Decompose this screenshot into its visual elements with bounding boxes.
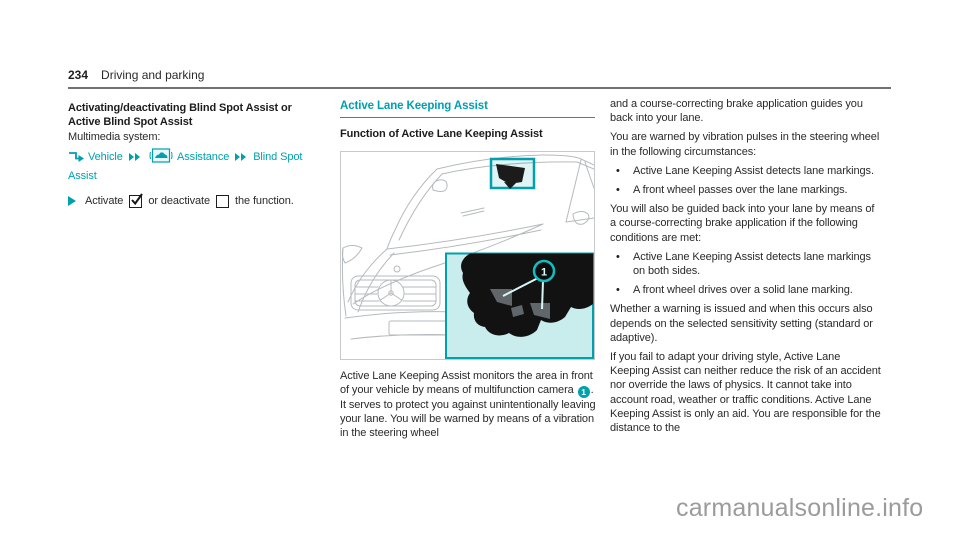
menu-return-arrow-icon bbox=[68, 150, 85, 167]
left-heading-line1: Activating/deactivating Blind Spot Assist or bbox=[68, 102, 292, 114]
assistance-car-icon bbox=[149, 148, 173, 168]
callout-number: 1 bbox=[540, 266, 548, 279]
list-item-text: A front wheel passes over the lane markings. bbox=[633, 184, 848, 197]
left-heading-line2: Active Blind Spot Assist bbox=[68, 116, 193, 128]
activate-instruction bbox=[68, 194, 320, 208]
paragraph: You are warned by vibration pulses in the steering wheel in the following circumstances: bbox=[610, 131, 880, 158]
middle-column bbox=[340, 100, 596, 441]
page-number: 234 bbox=[68, 68, 89, 82]
chapter-title: Driving and parking bbox=[101, 68, 205, 82]
menu-path bbox=[68, 148, 320, 184]
camera-illustration-figure bbox=[340, 151, 595, 360]
watermark: carmanualsonline.info bbox=[676, 494, 924, 522]
menu-step-blind-spot-assist: Blind Spot Assist bbox=[68, 151, 303, 183]
list-item bbox=[610, 250, 882, 278]
multimedia-system-label: Multimedia system: bbox=[68, 131, 161, 143]
menu-step-vehicle: Vehicle bbox=[87, 151, 123, 164]
subsection-title: Function of Active Lane Keeping Assist bbox=[340, 128, 543, 140]
checkbox-empty-icon bbox=[216, 195, 229, 208]
list-item bbox=[610, 164, 882, 178]
caption-text-before: Active Lane Keeping Assist monitors the area in front of your vehicle by means of multifunction camera bbox=[340, 370, 593, 397]
running-header bbox=[68, 68, 891, 89]
list-item bbox=[610, 183, 882, 197]
list-item bbox=[610, 283, 882, 297]
instruction-bullet-icon bbox=[68, 196, 76, 206]
caption-text-after: . It serves to protect you against unintentionally leaving your lane. You will be warned by means of a vibration in the steering wheel bbox=[340, 384, 596, 440]
function-text: the function. bbox=[235, 195, 294, 208]
paragraph: and a course-correcting brake application guides you back into your lane. bbox=[610, 98, 863, 125]
paragraph: You will also be guided back into your lane by means of a course-correcting brake application if the following conditions are met: bbox=[610, 203, 875, 244]
figure-caption bbox=[340, 369, 598, 440]
bullet-icon: • bbox=[616, 250, 620, 263]
warning-conditions-list bbox=[610, 164, 882, 197]
activate-text: Activate bbox=[85, 195, 124, 208]
paragraph: If you fail to adapt your driving style, Active Lane Keeping Assist can neither reduce the risk of an accident nor override the laws of physics. It cannot take into account road, weather or traffic conditions. Active Lane Keeping Assist is only an aid. You are responsible for the distance to the bbox=[610, 351, 881, 435]
checkbox-checked-icon bbox=[129, 195, 142, 208]
right-column bbox=[610, 97, 882, 440]
list-item-text: Active Lane Keeping Assist detects lane markings. bbox=[633, 164, 874, 177]
paragraph: Whether a warning is issued and when this occurs also depends on the selected sensitivity setting (standard or adaptive). bbox=[610, 303, 873, 344]
brake-conditions-list bbox=[610, 250, 882, 298]
menu-separator-icon bbox=[235, 150, 247, 166]
menu-step-assistance: Assistance bbox=[177, 151, 230, 164]
bullet-icon: • bbox=[616, 164, 620, 177]
list-item-text: Active Lane Keeping Assist detects lane markings on both sides. bbox=[633, 250, 871, 278]
deactivate-text: or deactivate bbox=[148, 195, 211, 208]
menu-separator-icon bbox=[129, 150, 141, 166]
caption-number-badge: 1 bbox=[578, 386, 590, 398]
bullet-icon: • bbox=[616, 284, 620, 297]
car-line-art bbox=[341, 152, 594, 359]
bullet-icon: • bbox=[616, 184, 620, 197]
left-column bbox=[68, 101, 320, 208]
section-title: Active Lane Keeping Assist bbox=[340, 100, 595, 118]
list-item-text: A front wheel drives over a solid lane marking. bbox=[633, 284, 853, 297]
camera-inset bbox=[446, 254, 593, 359]
